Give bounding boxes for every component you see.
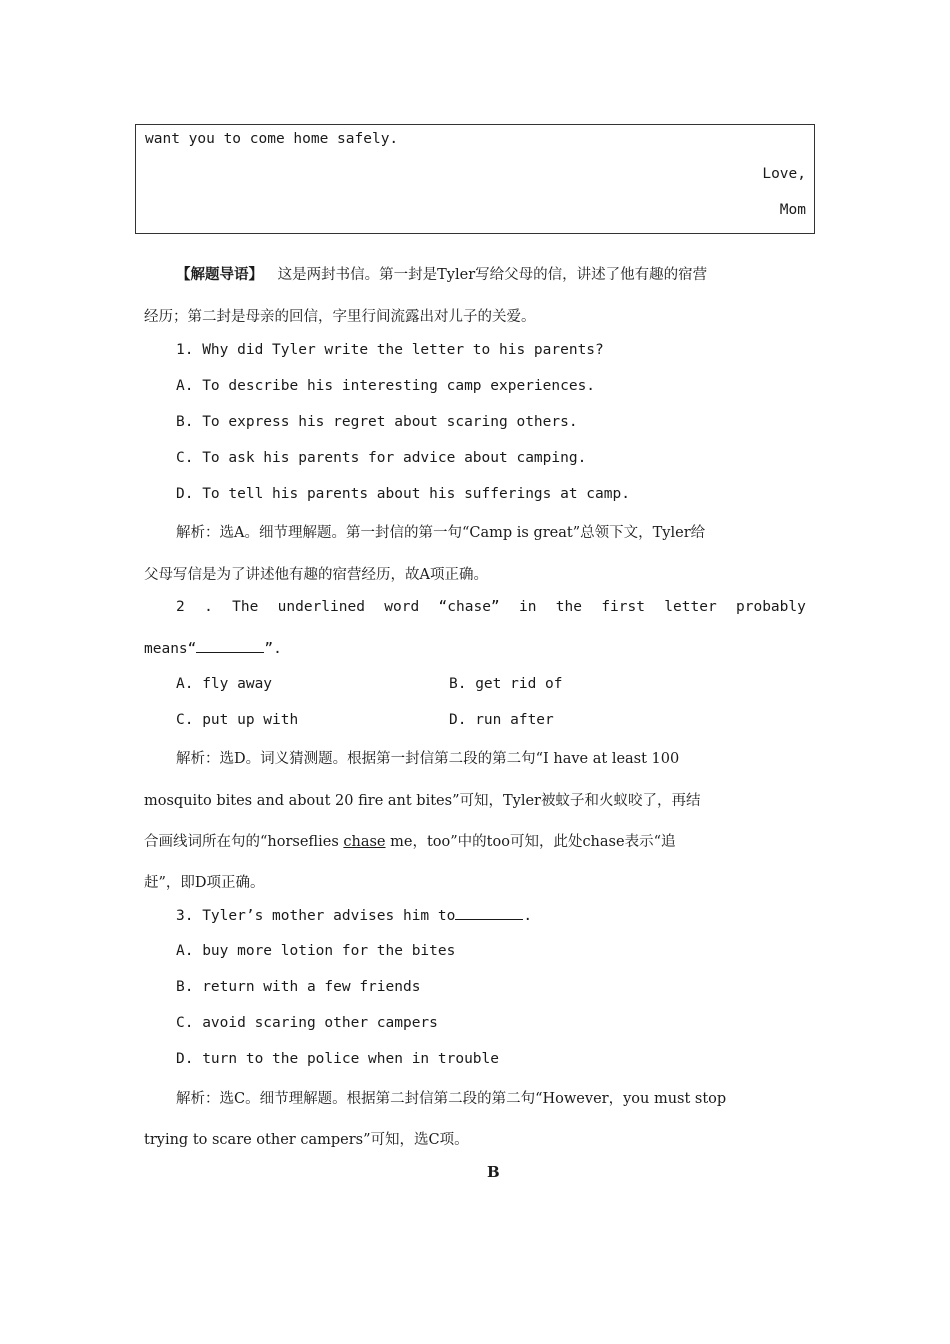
guide-line-2: 经历；第二封是母亲的回信，字里行间流露出对儿子的关爱。 xyxy=(144,309,536,325)
letter-sign-off: Love, xyxy=(762,166,806,182)
q2-option-d: D. run after xyxy=(449,712,554,728)
q2-stem-tail-start: means“ xyxy=(144,641,197,657)
q3-analysis-line-1: 解析：选C。细节理解题。根据第二封信第二段的第二句“However，you must stop xyxy=(176,1091,727,1107)
q1-option-c: C. To ask his parents for advice about camping. xyxy=(176,450,587,466)
q2-stem-word: “chase” xyxy=(438,599,500,615)
q3-option-a: A. buy more lotion for the bites xyxy=(176,943,456,959)
q1-option-b: B. To express his regret about scaring others. xyxy=(176,414,578,430)
q2-underlined-word: chase xyxy=(343,834,386,850)
q3-option-b: B. return with a few friends xyxy=(176,979,421,995)
q2-analysis-line-2: mosquito bites and about 20 fire ant bites”可知，Tyler被蚊子和火蚁咬了，再结 xyxy=(144,793,701,809)
q2-option-a: A. fly away xyxy=(176,676,273,692)
q2-stem-tail-end: ”. xyxy=(264,641,282,657)
letter-closing-line: want you to come home safely. xyxy=(145,131,399,147)
letter-signature: Mom xyxy=(779,202,806,218)
q1-analysis-line-2: 父母写信是为了讲述他有趣的宿营经历，故A项正确。 xyxy=(144,567,488,583)
q3-stem-post: . xyxy=(523,908,533,924)
q2-stem-line-2 xyxy=(144,640,282,657)
q2-option-b: B. get rid of xyxy=(449,676,563,692)
q2-stem-word: letter xyxy=(664,599,717,615)
q1-stem: 1. Why did Tyler write the letter to his parents? xyxy=(176,342,604,358)
guide-label: 【解题导语】 xyxy=(176,266,263,283)
q2-analysis-line-1: 解析：选D。词义猜测题。根据第一封信第二段的第二句“I have at least 100 xyxy=(176,751,680,767)
section-label: B xyxy=(487,1163,500,1181)
q3-option-c: C. avoid scaring other campers xyxy=(176,1015,438,1031)
q2-analysis-line-3 xyxy=(144,830,675,851)
q1-analysis-line-1: 解析：选A。细节理解题。第一封信的第一句“Camp is great”总领下文，Tyler给 xyxy=(176,525,706,541)
q2-stem-word: probably xyxy=(736,599,806,615)
q2-stem-word: The xyxy=(232,599,259,615)
q1-option-a: A. To describe his interesting camp experiences. xyxy=(176,378,596,394)
q2-analysis-line-4: 赶”，即D项正确。 xyxy=(144,875,265,891)
q3-option-d: D. turn to the police when in trouble xyxy=(176,1051,500,1067)
q1-option-d: D. To tell his parents about his sufferings at camp. xyxy=(176,486,630,502)
q2-analysis-3-pre: 合画线词所在句的“horseflies xyxy=(144,834,344,850)
q2-stem-word: 2 xyxy=(176,599,185,615)
q2-stem-word: underlined xyxy=(277,599,365,615)
q3-analysis-line-2: trying to scare other campers”可知，选C项。 xyxy=(144,1132,469,1148)
q3-answer-blank xyxy=(455,907,523,920)
q2-stem-word: first xyxy=(601,599,645,615)
q2-stem-word: . xyxy=(204,599,213,615)
guide-text-1: 这是两封书信。第一封是Tyler写给父母的信，讲述了他有趣的宿营 xyxy=(277,267,708,283)
q2-option-c: C. put up with xyxy=(176,712,299,728)
q3-stem xyxy=(176,907,532,924)
guide-line-1 xyxy=(176,263,707,284)
q2-stem-line-1 xyxy=(176,599,806,615)
letter-box xyxy=(135,124,815,234)
q2-analysis-3-post: me，too”中的too可知，此处chase表示“追 xyxy=(385,834,676,850)
q3-stem-pre: 3. Tyler’s mother advises him to xyxy=(176,908,456,924)
q2-stem-word: word xyxy=(384,599,420,615)
q2-stem-word: in xyxy=(518,599,537,615)
q2-answer-blank xyxy=(196,640,264,653)
q2-stem-word: the xyxy=(555,599,582,615)
